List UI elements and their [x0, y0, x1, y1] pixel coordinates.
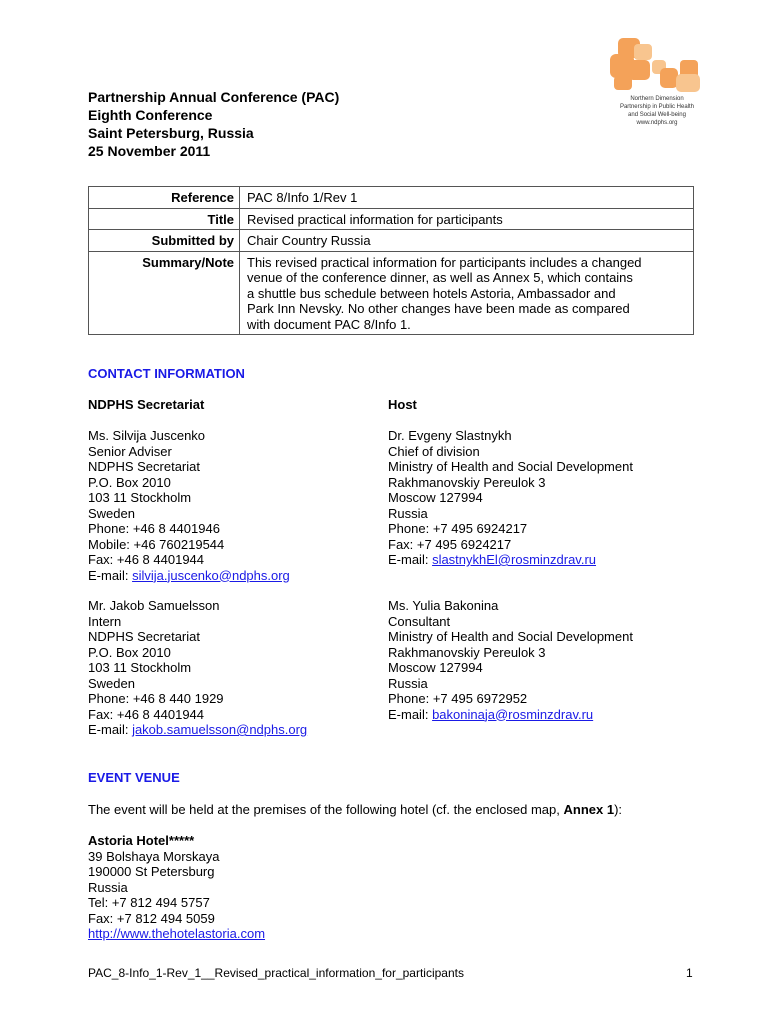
contact-line: Senior Adviser [88, 443, 172, 459]
contact-email-line [388, 707, 633, 723]
hotel-address [88, 833, 265, 942]
contact-email-line [388, 552, 633, 568]
email-label: E-mail: [88, 567, 133, 583]
hotel-line: Fax: +7 812 494 5059 [88, 910, 215, 926]
contact-line: P.O. Box 2010 [88, 474, 171, 490]
submitted-by-key: Submitted by [89, 230, 240, 252]
logo-caption-line: Partnership in Public Health [619, 104, 695, 110]
contact-line: NDPHS Secretariat [88, 629, 200, 644]
contact-line: Ministry of Health and Social Development [388, 459, 633, 474]
contact-line: Fax: +46 8 4401944 [88, 552, 205, 567]
contact-card [388, 428, 633, 568]
logo-caption-line: www.ndphs.org [636, 120, 678, 126]
annex-reference: Annex 1 [563, 802, 615, 817]
contact-line: Ms. Yulia Bakonina [388, 598, 499, 613]
email-link[interactable]: silvija.juscenko@ndphs.org [132, 567, 290, 583]
footer-filename: PAC_8-Info_1-Rev_1__Revised_practical_information_for_participants [88, 966, 464, 980]
venue-intro [88, 802, 622, 818]
ndphs-logo-icon [604, 34, 710, 144]
summary-value [240, 251, 694, 335]
table-row [89, 208, 694, 230]
table-row [89, 230, 694, 252]
email-link[interactable]: bakoninaja@rosminzdrav.ru [432, 706, 594, 722]
contact-heading: CONTACT INFORMATION [88, 366, 245, 381]
summary-line: a shuttle bus schedule between hotels Astoria, Ambassador and [247, 285, 616, 301]
email-label: E-mail: [88, 722, 133, 737]
page-number: 1 [686, 966, 693, 980]
header-line: Eighth Conference [88, 107, 213, 123]
contact-line: Moscow 127994 [388, 660, 483, 675]
contact-card [88, 428, 290, 583]
contact-line: Rakhmanovskiy Pereulok 3 [388, 644, 546, 660]
contact-line: Russia [388, 505, 428, 521]
summary-key: Summary/Note [89, 251, 240, 335]
summary-line: This revised practical information for participants includes a changed [247, 254, 642, 270]
document-info-table [88, 186, 694, 335]
contact-line: 103 11 Stockholm [88, 490, 192, 505]
contact-line: Dr. Evgeny Slastnykh [388, 428, 512, 443]
contact-card [388, 598, 633, 722]
summary-line: with document PAC 8/Info 1. [247, 316, 411, 332]
contact-line: Phone: +46 8 440 1929 [88, 691, 224, 706]
hotel-line: Russia [88, 879, 128, 895]
email-label: E-mail: [388, 706, 433, 722]
venue-intro-text: The event will be held at the premises of the following hotel (cf. the enclosed map, [88, 802, 564, 817]
venue-heading: EVENT VENUE [88, 770, 180, 785]
contact-line: NDPHS Secretariat [88, 459, 200, 474]
contact-line: Mr. Jakob Samuelsson [88, 598, 220, 613]
venue-intro-end: ): [614, 802, 623, 817]
contact-line: Phone: +7 495 6924217 [388, 521, 528, 536]
contact-line: P.O. Box 2010 [88, 644, 171, 660]
contact-line: Ministry of Health and Social Development [388, 629, 633, 644]
contact-line: Consultant [388, 613, 451, 629]
left-contact-heading: NDPHS Secretariat [88, 397, 205, 412]
contact-line: Phone: +7 495 6972952 [388, 691, 528, 706]
title-key: Title [89, 208, 240, 230]
table-row [89, 251, 694, 335]
contact-line: Sweden [88, 505, 135, 521]
hotel-line: 39 Bolshaya Morskaya [88, 848, 220, 864]
contact-line: Ms. Silvija Juscenko [88, 428, 206, 443]
header-line: Saint Petersburg, Russia [88, 125, 254, 141]
contact-line: Rakhmanovskiy Pereulok 3 [388, 474, 546, 490]
email-link[interactable]: jakob.samuelsson@ndphs.org [132, 722, 308, 737]
summary-line: Park Inn Nevsky. No other changes have been made as compared [247, 301, 630, 316]
reference-value: PAC 8/Info 1/Rev 1 [240, 187, 694, 209]
hotel-website-link[interactable]: http://www.thehotelastoria.com [88, 926, 266, 941]
contact-line: Chief of division [388, 443, 480, 459]
hotel-line: 190000 St Petersburg [88, 864, 215, 879]
logo-caption [604, 95, 710, 127]
hotel-name: Astoria Hotel***** [88, 833, 195, 848]
contact-email-line [88, 722, 307, 738]
email-label: E-mail: [388, 552, 433, 567]
table-row [89, 187, 694, 209]
header-line: 25 November 2011 [88, 143, 211, 159]
contact-line: Phone: +46 8 4401946 [88, 521, 220, 536]
logo-caption-line: and Social Well-being [628, 112, 686, 118]
contact-line: Fax: +46 8 4401944 [88, 706, 205, 722]
title-value: Revised practical information for participants [240, 208, 694, 230]
contact-line: Russia [388, 675, 428, 691]
contact-line: Moscow 127994 [388, 490, 483, 505]
contact-card [88, 598, 307, 738]
contact-line: Mobile: +46 760219544 [88, 536, 225, 552]
contact-line: Fax: +7 495 6924217 [388, 536, 512, 552]
document-header [88, 88, 339, 160]
contact-line: Sweden [88, 675, 135, 691]
header-line: Partnership Annual Conference (PAC) [88, 89, 340, 105]
summary-line: venue of the conference dinner, as well as Annex 5, which contains [247, 270, 633, 285]
logo-caption-line: Northern Dimension [630, 96, 684, 102]
right-contact-heading: Host [388, 397, 417, 412]
email-link[interactable]: slastnykhEl@rosminzdrav.ru [432, 552, 597, 567]
contact-line: 103 11 Stockholm [88, 660, 192, 675]
hotel-line: Tel: +7 812 494 5757 [88, 895, 210, 910]
contact-line: Intern [88, 613, 122, 629]
submitted-by-value: Chair Country Russia [240, 230, 694, 252]
reference-key: Reference [89, 187, 240, 209]
contact-email-line [88, 568, 290, 584]
